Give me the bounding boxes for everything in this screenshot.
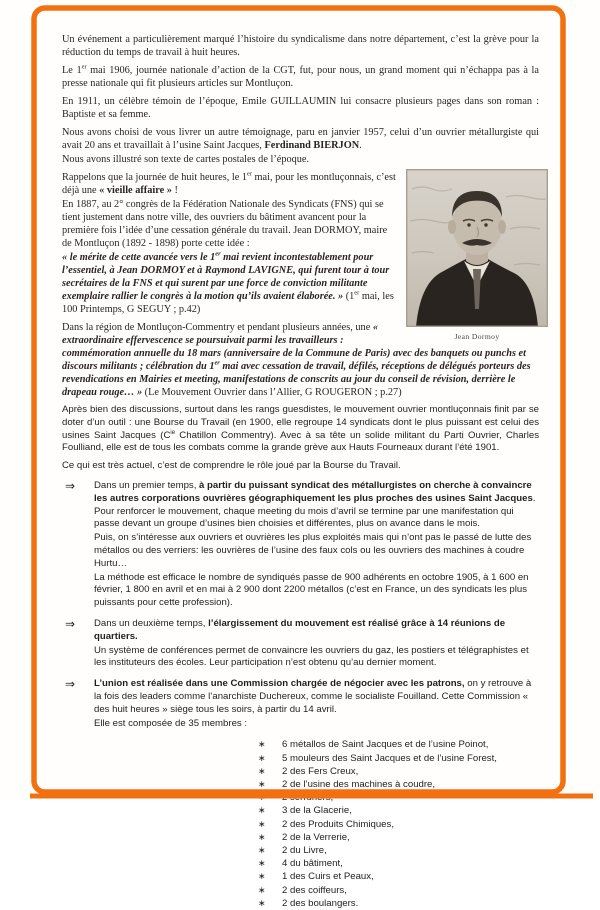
section-premier-temps-text	[94, 480, 539, 611]
arrow-paragraph: Dans un premier temps, à partir du puissant syndicat des métallurgistes on cherche à convaincre les autres corporations ouvrières géographiquement les plus proches des usines Saint Jacques. Pour renforcer le mouvement, chaque meeting du mois d’avril se termine par une manifestation qui passe devant un groupe d’usines bien choisies et différentes, plus on avance dans le mois.	[94, 479, 536, 530]
member-list-item	[258, 804, 539, 817]
asterisk-bullet-icon: ∗	[258, 818, 266, 829]
paragraph-evenement: Un événement a particulièrement marqué l’histoire du syndicalisme dans notre département, c’est la grève pour la réduction du temps de travail à huit heures.	[62, 34, 539, 58]
member-list-text: 2 de l’usine des machines à coudre,	[282, 778, 436, 790]
asterisk-bullet-icon: ∗	[258, 778, 266, 789]
member-list-text: 2 des Fers Creux,	[282, 765, 359, 777]
arrow-paragraph: La méthode est efficace le nombre de syndiqués passe de 900 adhérents en octobre 1905, à 1 600 en février, 1 800 en avril et en mai à 2 900 dont 2200 métallos (c’est en France, un des syndicats les plus puissants pour cette profession).	[94, 571, 529, 609]
section-union-commission	[65, 678, 539, 731]
arrow-paragraph: L’union est réalisée dans une Commission chargée de négocier avec les patrons, on y retrouve à la fois des leaders comme l’anarchiste Duchereux, comme le socialiste Fouilland. Cette Commission « des huit heures » siège tous les soirs, à partir du 14 avril.	[94, 678, 532, 715]
member-list-text: 3 de la Glacerie,	[282, 805, 352, 817]
member-list-text: 2 du Livre,	[282, 844, 327, 856]
member-list-item	[258, 831, 539, 844]
paragraph-bierjon: Nous avons choisi de vous livrer un autre témoignage, paru en janvier 1957, celui d’un ouvrier métallurgiste qui avait 20 ans et travaillait à l’usine Saint Jacques, Ferdinand BIERJON.	[62, 127, 539, 151]
paragraph-rappelons: Rappelons que la journée de huit heures, le 1er mai, pour les montluçonnais, c’est déjà une « vieille affaire » !	[62, 170, 396, 196]
double-arrow-icon: ⇒	[65, 616, 76, 631]
asterisk-bullet-icon: ∗	[258, 792, 266, 803]
member-list-item	[258, 738, 539, 751]
member-list-item	[258, 897, 539, 910]
photo-caption: Jean Dormoy	[454, 332, 500, 341]
paragraph-cartes-postales: Nous avons illustré son texte de cartes postales de l’époque.	[62, 154, 310, 165]
commission-members	[258, 738, 539, 910]
asterisk-bullet-icon: ∗	[258, 752, 266, 763]
document-content	[62, 33, 539, 910]
asterisk-bullet-icon: ∗	[258, 765, 266, 776]
member-list-item	[258, 765, 539, 778]
asterisk-bullet-icon: ∗	[258, 844, 266, 855]
jean-dormoy-portrait-image	[406, 169, 548, 327]
double-arrow-icon: ⇒	[65, 478, 76, 493]
member-list-text: 2 de la Verrerie,	[282, 831, 350, 843]
paragraph-role-bourse: Ce qui est très actuel, c’est de comprendre le rôle joué par la Bourse du Travail.	[62, 460, 401, 472]
arrow-paragraph: Un système de conférences permet de convaincre les ouvriers du gaz, les postiers et télégraphistes et les instituteurs des écoles. Leur participation n’est obtenu qu’au dernier moment.	[94, 644, 529, 669]
member-list-text: 6 métallos de Saint Jacques et de l’usine Poinot,	[282, 739, 489, 751]
member-list-text: 1 des Cuirs et Peaux,	[282, 871, 374, 883]
member-list-item	[258, 870, 539, 883]
arrow-paragraph: Puis, on s’intéresse aux ouvriers et ouvrières les plus exploités mais qui n’ont pas le passé de lutte des métallos ou des verriers: les ouvrières de l’usine des faux cols ou les ouvriers des machines à coudre Hurtu…	[94, 532, 532, 569]
paragraph-effervescence: Dans la région de Montluçon-Commentry et pendant plusieurs années, une « extraordinaire effervescence se poursuivait parmi les travailleurs : commémoration annuelle du 18 mars (anniversaire de la Commune de Paris) avec des banquets ou punchs et discours militants ; célébration du 1er mai avec cessation de travail, défilés, réceptions de délégués porteurs des revendications en Mairies et meeting, manifestations de conscrits au jour du conseil de révision, derrière le drapeau rouge… » (Le Mouvement Ouvrier dans l’Allier, G ROUGERON ; p.27)	[62, 322, 531, 398]
member-list-text: 2 serruriers,	[282, 792, 334, 804]
paragraph-congres-1887: En 1887, au 2° congrès de la Fédération Nationale des Syndicats (FNS) qui se tient justement dans notre ville, des ouvriers du bâtiment avancent pour la première fois l’idée d’une cessation générale du travail. Jean DORMOY, maire de Montluçon (1892 - 1898) porte cette idée :	[62, 199, 388, 249]
asterisk-bullet-icon: ∗	[258, 884, 266, 895]
asterisk-bullet-icon: ∗	[258, 805, 266, 816]
member-list-item	[258, 752, 539, 765]
member-list-item	[258, 857, 539, 870]
section-union-commission-text	[94, 678, 539, 731]
asterisk-bullet-icon: ∗	[258, 831, 266, 842]
member-list-text: 4 du bâtiment,	[282, 858, 343, 870]
asterisk-bullet-icon: ∗	[258, 871, 266, 882]
section-premier-temps	[65, 480, 539, 611]
member-list-text: 2 des boulangers.	[282, 897, 359, 909]
quote-dormoy-lavigne: « le mérite de cette avancée vers le 1er mai revient incontestablement pour l’essentiel, à Jean DORMOY et à Raymond LAVIGNE, qui furent tour à tour secrétaires de la FNS et qui surent par une force de conviction militante exemplaire rallier le congrès à la motion qu’ils avaient élaborée. » (1er mai, les 100 Printemps, G SEGUY ; p.42)	[62, 250, 394, 315]
arrow-paragraph: Elle est composée de 35 membres :	[94, 717, 248, 729]
member-list-item	[258, 791, 539, 804]
member-list-text: 5 mouleurs des Saint Jacques et de l’usine Forest,	[282, 752, 497, 764]
member-list-item	[258, 778, 539, 791]
member-list-item	[258, 884, 539, 897]
paragraph-bourse-du-travail: Après bien des discussions, surtout dans les rangs guesdistes, le mouvement ouvrier montluçonnais finit par se doter d’un outil : une Bourse du Travail (en 1900, elle regroupe 14 syndicats dont le plus puissant est celui des usines Saint Jacques ($C^{ie}$ Chatillon Commentry). Avec à sa tête un solide militant du Parti Ouvrier, Charles Foulliand, elle est de tous les combats comme la grande grève aux Hauts Fourneaux durant l’été 1901.	[62, 404, 539, 454]
jean-dormoy-photo	[406, 169, 548, 341]
member-list-item	[258, 844, 539, 857]
member-list-item	[258, 818, 539, 831]
paragraph-1er-mai-1906: Le 1er mai 1906, journée nationale d’action de la CGT, fut, pour nous, un grand moment qui n’échappa pas à la presse nationale qui fit plusieurs articles sur Montluçon.	[62, 63, 539, 89]
double-arrow-icon: ⇒	[65, 677, 76, 692]
section-deuxieme-temps	[65, 618, 539, 671]
arrow-paragraph: Dans un deuxième temps, l’élargissement du mouvement est réalisé grâce à 14 réunions de quartiers.	[94, 617, 506, 642]
member-list-text: 2 des coiffeurs,	[282, 884, 347, 896]
member-list-text: 2 des Produits Chimiques,	[282, 818, 394, 830]
asterisk-bullet-icon: ∗	[258, 858, 266, 869]
asterisk-bullet-icon: ∗	[258, 897, 266, 908]
asterisk-bullet-icon: ∗	[258, 739, 266, 750]
section-deuxieme-temps-text	[94, 618, 539, 671]
paragraph-guillaumin: En 1911, un célèbre témoin de l’époque, Emile GUILLAUMIN lui consacre plusieurs pages dans son roman : Baptiste et sa femme.	[62, 96, 539, 120]
